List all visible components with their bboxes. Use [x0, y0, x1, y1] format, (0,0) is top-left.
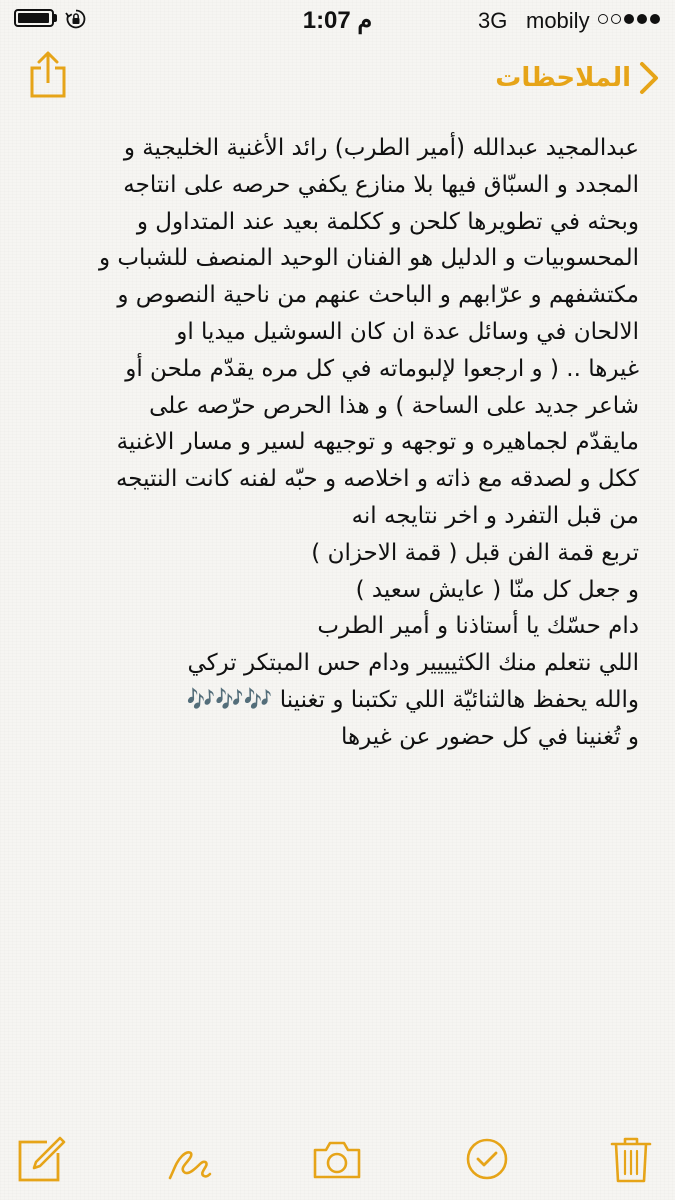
- note-line: الالحان في وسائل عدة ان كان السوشيل ميديا او: [176, 318, 639, 345]
- note-line: المجدد و السبّاق فيها بلا منازع يكفي حرصه على انتاجه: [123, 171, 639, 198]
- back-label: الملاحظات: [495, 63, 631, 93]
- new-note-button[interactable]: [16, 1134, 66, 1184]
- signal-dot: [637, 14, 647, 24]
- trash-icon: [606, 1134, 656, 1184]
- note-line: شاعر جديد على الساحة ) و هذا الحرص حرّصه على: [149, 392, 639, 419]
- note-line: من قبل التفرد و اخر نتايجه انه: [351, 502, 639, 529]
- network-type: 3G: [478, 8, 508, 33]
- signal-dot: [598, 14, 608, 24]
- camera-button[interactable]: [312, 1134, 362, 1184]
- chevron-right-icon: [639, 61, 659, 95]
- note-line: و جعل كل منّا ( عايش سعيد ): [355, 576, 639, 603]
- note-line: اللي نتعلم منك الكثيييير ودام حس المبتكر تركي: [187, 650, 639, 677]
- bottom-toolbar: [0, 1120, 675, 1200]
- share-icon[interactable]: [26, 50, 70, 100]
- note-line: المحسوبيات و الدليل هو الفنان الوحيد المنصف للشباب و: [98, 245, 639, 272]
- status-bar: [0, 0, 675, 40]
- note-line: والله يحفظ هالثنائيّة اللي تكتبنا و تغنينا 🎶🎶🎶: [186, 686, 639, 713]
- carrier-name: mobily: [526, 8, 590, 33]
- checklist-icon: [462, 1134, 512, 1184]
- note-body[interactable]: [30, 130, 639, 756]
- note-line: وبحثه في تطويرها كلحن و ككلمة بعيد عند المتداول و: [136, 208, 639, 235]
- note-line: مايقدّم لجماهيره و توجهه و توجيهه لسير و مسار الاغنية: [116, 429, 639, 456]
- note-line: عبدالمجيد عبدالله (أمير الطرب) رائد الأغنية الخليجية و: [123, 135, 639, 161]
- delete-button[interactable]: [606, 1134, 656, 1184]
- note-line: تربع قمة الفن قبل ( قمة الاحزان ): [311, 539, 639, 566]
- signal-dot: [611, 14, 621, 24]
- note-line: دام حسّك يا أستاذنا و أمير الطرب: [317, 613, 639, 640]
- status-time: 1:07 م: [302, 7, 373, 34]
- checklist-button[interactable]: [462, 1134, 512, 1184]
- back-button[interactable]: [495, 58, 659, 98]
- nav-bar: [0, 40, 675, 120]
- note-line: ككل و لصدقه مع ذاته و اخلاصه و حبّه لفنه كانت النتيجه: [115, 466, 639, 493]
- note-line: و تُغنينا في كل حضور عن غيرها: [340, 723, 639, 750]
- signal-strength-icon: [598, 14, 660, 24]
- camera-icon: [312, 1134, 362, 1184]
- signal-dot: [650, 14, 660, 24]
- sketch-icon: [164, 1134, 214, 1184]
- sketch-button[interactable]: [164, 1134, 214, 1184]
- note-line: غيرها .. ( و ارجعوا لإلبوماته في كل مره يقدّم ملحن أو: [125, 355, 639, 382]
- signal-dot: [624, 14, 634, 24]
- compose-icon: [16, 1134, 66, 1184]
- note-line: مكتشفهم و عرّابهم و الباحث عنهم من ناحية النصوص و: [117, 282, 639, 309]
